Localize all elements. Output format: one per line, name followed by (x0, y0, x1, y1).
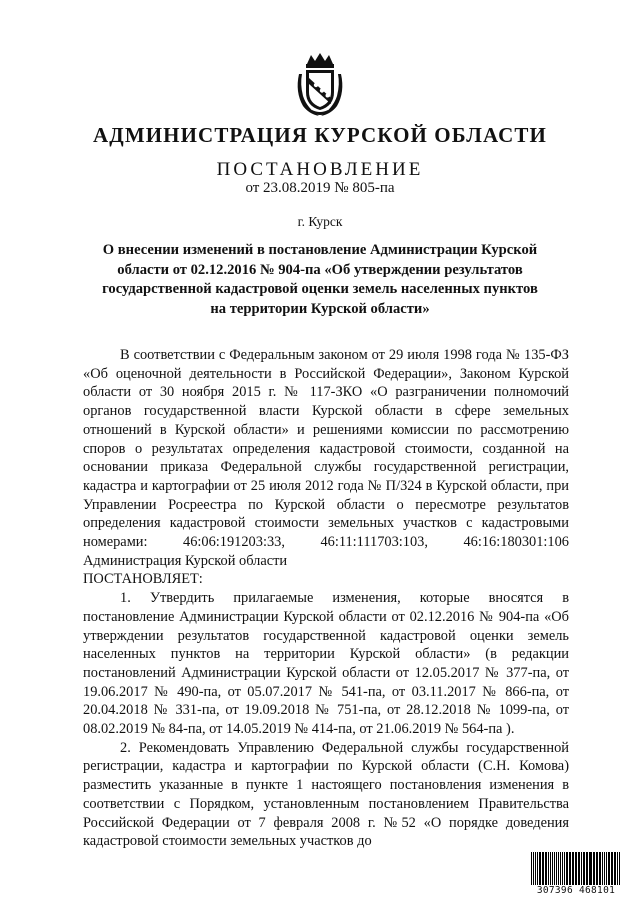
barcode-bar (550, 852, 551, 886)
organization-title: АДМИНИСТРАЦИЯ КУРСКОЙ ОБЛАСТИ (93, 123, 547, 147)
barcode-bar (583, 852, 585, 886)
barcode-bar (593, 852, 595, 886)
document-date-number: от 23.08.2019 № 805-па (245, 180, 395, 196)
barcode-bar (558, 852, 559, 886)
barcode-bar (533, 852, 534, 886)
barcode-bar (596, 852, 598, 886)
barcode-number: 307396 468101 (530, 885, 622, 896)
barcode-bar (569, 852, 571, 886)
barcode-bar (578, 852, 580, 886)
barcode-bar (589, 852, 592, 886)
barcode-bar (614, 852, 616, 886)
barcode-bar (604, 852, 605, 886)
barcode-bar (552, 852, 553, 886)
item-2-paragraph: 2. Рекомендовать Управлению Федеральной службы государственной регистрации, кадастра и картографии по Курской области (С.Н. Комова) разместить указанные в пункте 1 настоящего постановления изменения в соответствии с Порядком, установленным постановлением Правительства Российской Федерации от 7 февраля 2008 г. №52 «О порядке доведения кадастровой стоимости земельных участков до (83, 739, 569, 850)
barcode-bar (531, 852, 532, 886)
barcode-bar (560, 852, 561, 886)
barcode-bar (606, 852, 607, 886)
barcode-bar (556, 852, 557, 886)
barcode-bar (535, 852, 536, 886)
resolves-heading: ПОСТАНОВЛЯЕТ: (83, 571, 203, 588)
barcode-bar (542, 852, 544, 886)
barcode-bar (611, 852, 613, 886)
barcode-bar (608, 852, 610, 886)
barcode-bar (575, 852, 577, 886)
coat-of-arms-icon (293, 52, 347, 118)
barcode-bar (564, 852, 565, 886)
document-body (83, 346, 569, 851)
barcode-bar (572, 852, 574, 886)
barcode-bar (562, 852, 563, 886)
barcode-bar (619, 852, 620, 886)
barcode-bar (599, 852, 601, 886)
barcode-bar (537, 852, 538, 886)
barcode-bar (554, 852, 555, 886)
barcode-bar (581, 852, 582, 886)
barcode-bar (545, 852, 547, 886)
barcode-bar (602, 852, 603, 886)
barcode-bar (617, 852, 618, 886)
barcode-bar (539, 852, 541, 886)
item-1-paragraph: 1. Утвердить прилагаемые изменения, которые вносятся в постановление Администрации Курской области от 02.12.2016 № 904-па «Об утверждении результатов государственной кадастровой оценки земель населенных пунктов на территории Курской области» (в редакции постановлений Администрации Курской области от 12.05.2017 № 377-па, от 19.06.2017 № 490-па, от 05.07.2017 № 541-па, от 03.11.2017 № 866-па, от 20.04.2018 № 331-па, от 19.09.2018 № 751-па, от 28.12.2018 № 1099-па, от 08.02.2019 № 84-па, от 14.05.2019 № 414-па, от 21.06.2019 № 564-па ). (83, 590, 569, 738)
document-subject: О внесении изменений в постановление Администрации Курской области от 02.12.2016 № 904-па «Об утверждении результатов государственной кадастровой оценки земель населенных пунктов на территории Курской области» (102, 242, 538, 317)
document-type: ПОСТАНОВЛЕНИЕ (216, 159, 424, 180)
barcode-bar (548, 852, 549, 886)
barcode-bar (566, 852, 568, 886)
barcode-bar (586, 852, 588, 886)
document-city: г. Курск (297, 214, 343, 229)
preamble-paragraph: В соответствии с Федеральным законом от 29 июля 1998 года № 135-ФЗ «Об оценочной деятельности в Российской Федерации», Законом Курской области от 30 ноября 2015 г. № 117-ЗКО «О разграничении полномочий органов государственной власти Курской области в сфере земельных отношений в Курской области» и решениями комиссии по рассмотрению споров о результатах определения кадастровой стоимости, созданной на основании приказа Федеральной службы государственной регистрации, кадастра и картографии от 25 июля 2012 года № П/324 в Курской области, при Управлении Росреестра по Курской области о пересмотре результатов определения кадастровой стоимости земельных участков с кадастровыми номерами: 46:06:191203:33, 46:11:111703:103, 46:16:180301:106 Администрация Курской области (83, 347, 569, 569)
